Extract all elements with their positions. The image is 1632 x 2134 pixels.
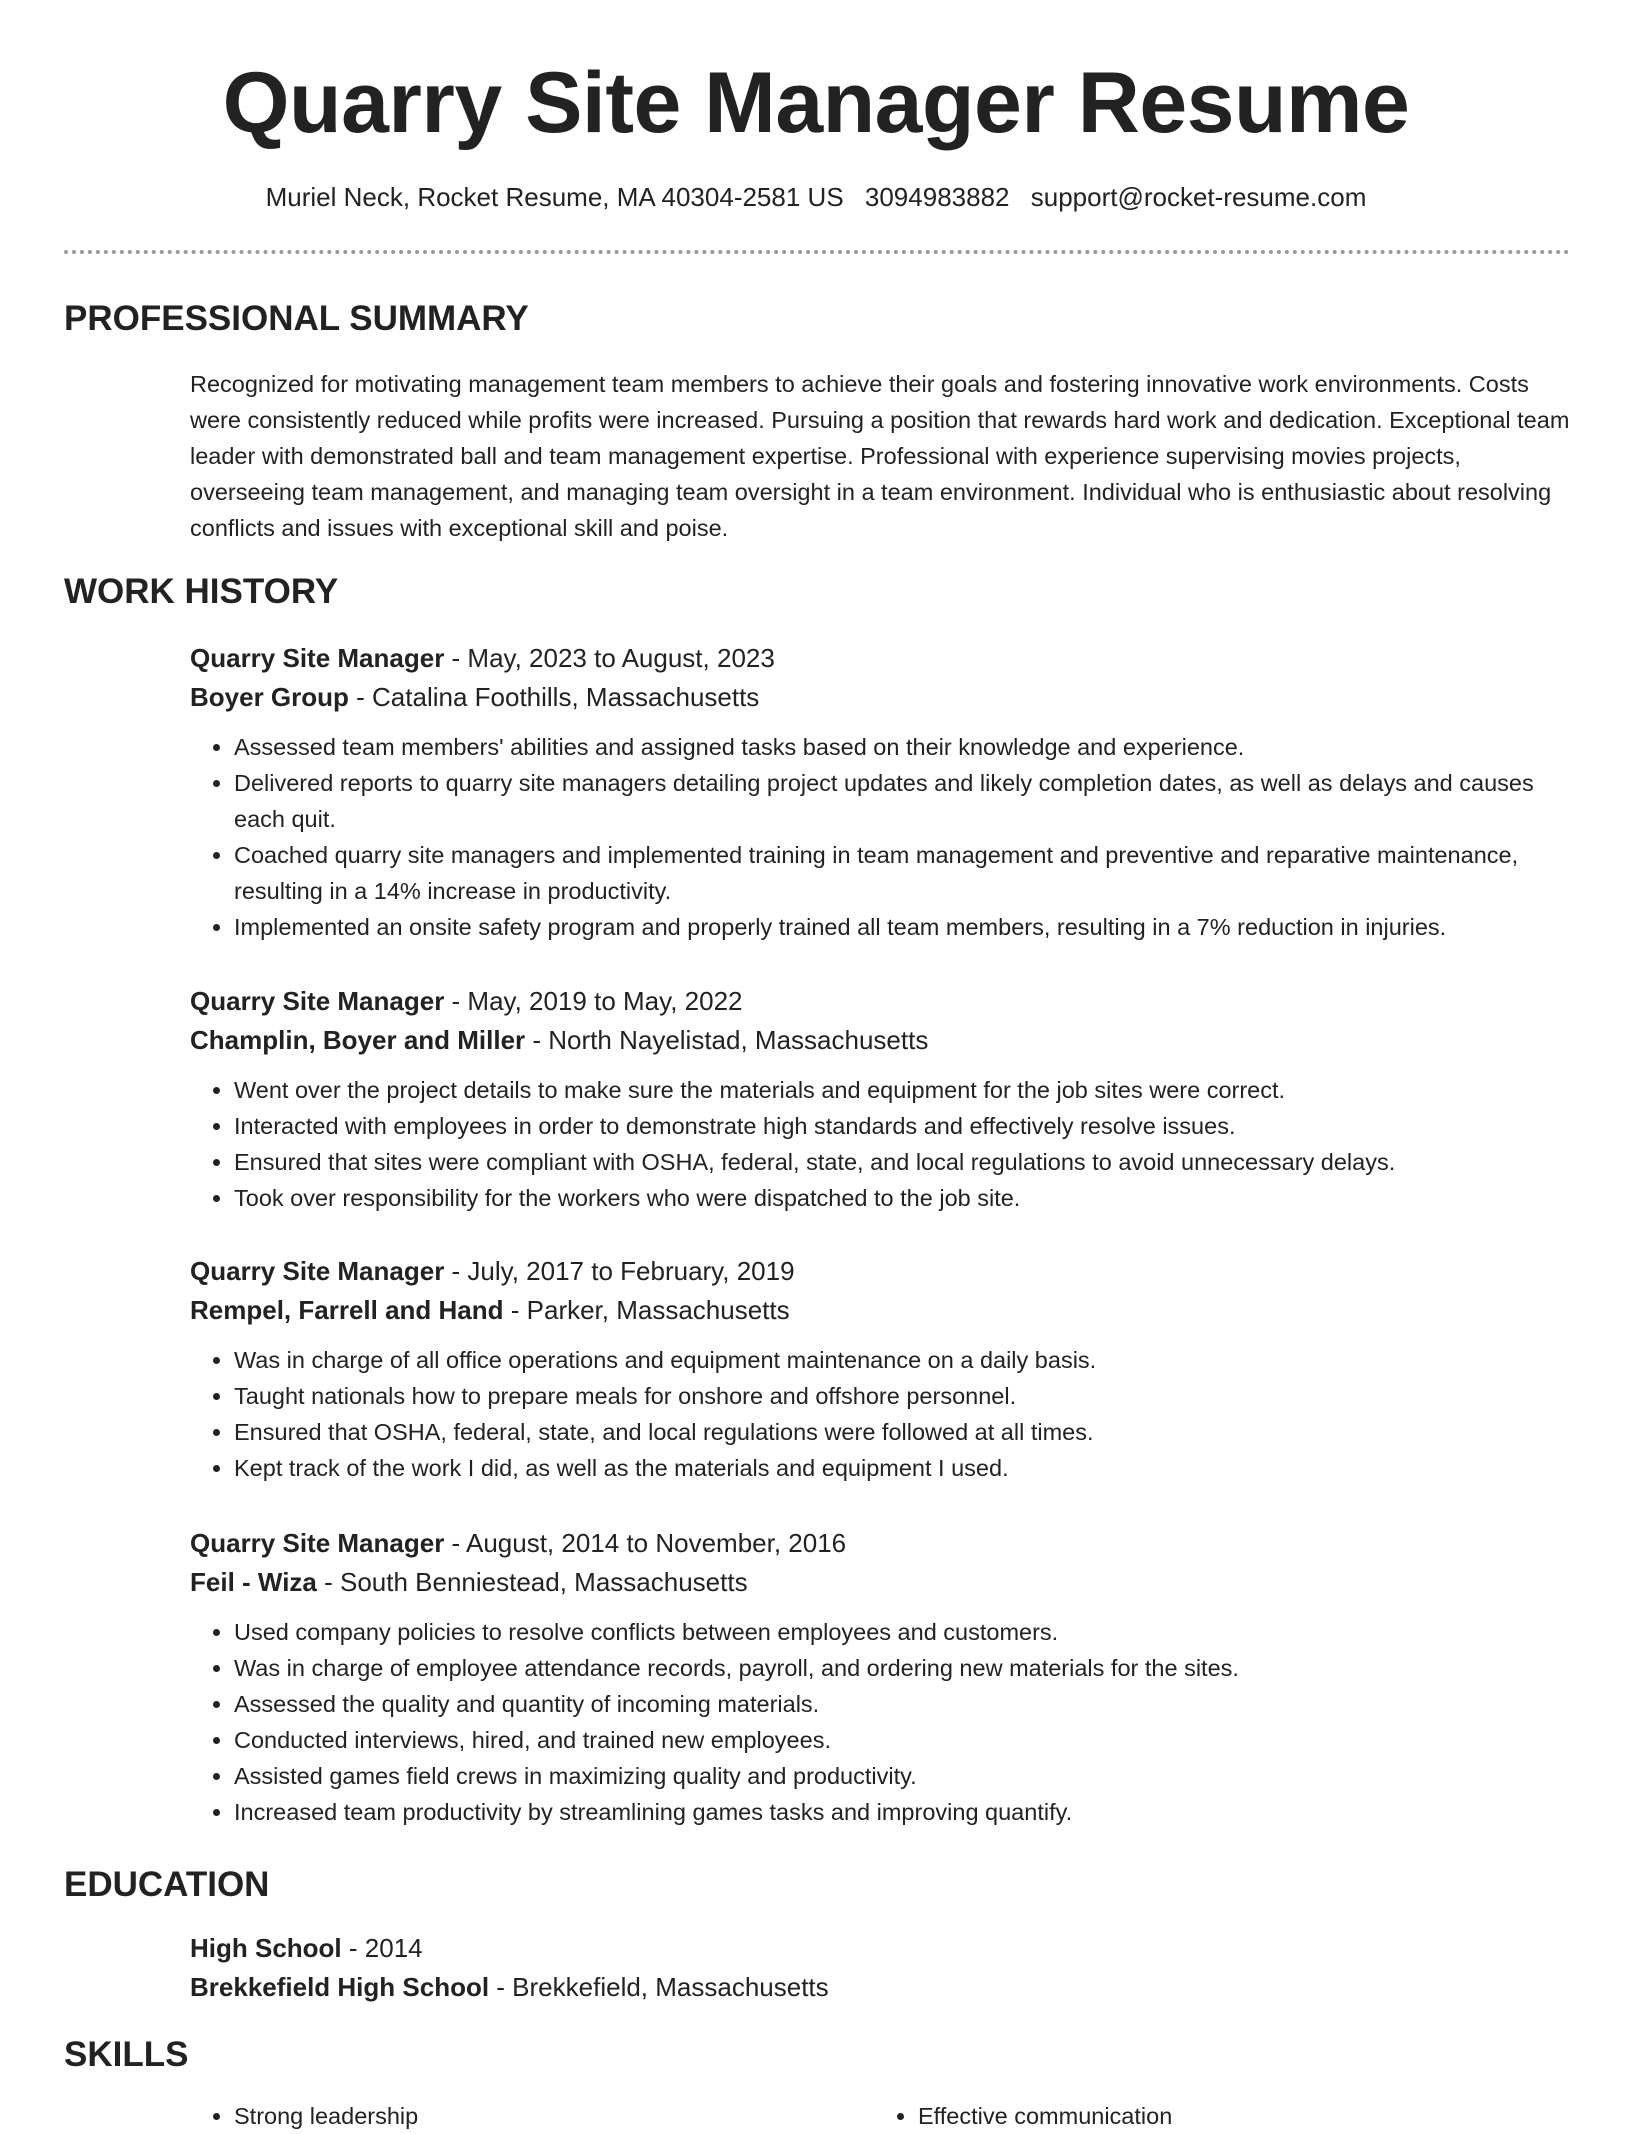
section-title-work-history: WORK HISTORY xyxy=(64,572,339,611)
section-title-skills: SKILLS xyxy=(64,2035,189,2074)
skill-item: • Strong leadership xyxy=(234,2098,874,2134)
job-bullet: • Interacted with employees in order to demonstrate high standards and effectively resolve issues. xyxy=(234,1108,1570,1144)
job-title: Quarry Site Manager xyxy=(190,1256,445,1286)
job-bullet: • Ensured that OSHA, federal, state, and local regulations were followed at all times. xyxy=(234,1414,1570,1450)
job-bullet: • Delivered reports to quarry site managers detailing project updates and likely completion dates, as well as delays and causes each quit. xyxy=(234,765,1570,837)
job-bullet: • Implemented an onsite safety program and properly trained all team members, resulting in a 7% reduction in injuries. xyxy=(234,909,1570,945)
job-title: Quarry Site Manager xyxy=(190,986,445,1016)
summary-text: Recognized for motivating management team members to achieve their goals and fostering innovative work environments. Costs were consistently reduced while profits were increased. Pursuing a position that rewards hard work and dedication. Exceptional team leader with demonstrated ball and team management expertise. Professional with experience supervising movies projects, overseeing team management, and managing team oversight in a team environment. Individual who is enthusiastic about resolving conflicts and issues with exceptional skill and poise. xyxy=(190,371,1570,541)
job-dates: - July, 2017 to February, 2019 xyxy=(444,1256,795,1286)
education-entry xyxy=(190,1929,1570,2007)
job-entry-1 xyxy=(190,639,1570,945)
job-title-line xyxy=(190,639,1570,678)
job-bullet: • Kept track of the work I did, as well as the materials and equipment I used. xyxy=(234,1450,1570,1486)
job-title-line xyxy=(190,1524,1570,1563)
skill-item: • Effective communication xyxy=(918,2098,1558,2134)
education-degree-line xyxy=(190,1929,1570,1968)
skills-column-right xyxy=(874,2098,1558,2134)
job-company-line xyxy=(190,1291,1570,1330)
job-bullet: • Assisted games field crews in maximizing quality and productivity. xyxy=(234,1758,1570,1794)
job-location: - North Nayelistad, Massachusetts xyxy=(525,1025,929,1055)
job-bullets xyxy=(190,1072,1570,1216)
job-location: - Catalina Foothills, Massachusetts xyxy=(348,682,760,712)
contact-email: support@rocket-resume.com xyxy=(1030,182,1367,212)
job-bullets xyxy=(190,1342,1570,1486)
section-title-summary: PROFESSIONAL SUMMARY xyxy=(64,299,529,338)
contact-phone: 3094983882 xyxy=(864,182,1010,212)
job-title-line xyxy=(190,982,1570,1021)
job-bullet: • Took over responsibility for the workers who were dispatched to the job site. xyxy=(234,1180,1570,1216)
resume-title: Quarry Site Manager Resume xyxy=(222,55,1410,151)
education-location: - Brekkefield, Massachusetts xyxy=(489,1972,829,2002)
job-bullets xyxy=(190,729,1570,945)
job-title: Quarry Site Manager xyxy=(190,1528,445,1558)
job-company-line xyxy=(190,1563,1570,1602)
job-company: Champlin, Boyer and Miller xyxy=(190,1025,526,1055)
job-location: - South Benniestead, Massachusetts xyxy=(316,1567,748,1597)
job-bullet: • Assessed the quality and quantity of incoming materials. xyxy=(234,1686,1570,1722)
job-bullet: • Coached quarry site managers and implemented training in team management and preventive and reparative maintenance, resulting in a 14% increase in productivity. xyxy=(234,837,1570,909)
job-company: Rempel, Farrell and Hand xyxy=(190,1295,504,1325)
job-company: Boyer Group xyxy=(190,682,349,712)
education-school-line xyxy=(190,1968,1570,2007)
job-dates: - May, 2019 to May, 2022 xyxy=(444,986,743,1016)
job-entry-4 xyxy=(190,1524,1570,1830)
job-bullet: • Went over the project details to make sure the materials and equipment for the job sites were correct. xyxy=(234,1072,1570,1108)
job-bullet: • Conducted interviews, hired, and trained new employees. xyxy=(234,1722,1570,1758)
job-dates: - May, 2023 to August, 2023 xyxy=(444,643,775,673)
job-company-line xyxy=(190,1021,1570,1060)
job-location: - Parker, Massachusetts xyxy=(503,1295,790,1325)
job-company: Feil - Wiza xyxy=(190,1567,317,1597)
job-bullet: • Increased team productivity by streamlining games tasks and improving quantify. xyxy=(234,1794,1570,1830)
job-bullet: • Taught nationals how to prepare meals for onshore and offshore personnel. xyxy=(234,1378,1570,1414)
job-bullet: • Assessed team members' abilities and assigned tasks based on their knowledge and experience. xyxy=(234,729,1570,765)
job-entry-2 xyxy=(190,982,1570,1216)
job-entry-3 xyxy=(190,1252,1570,1486)
job-bullet: • Ensured that sites were compliant with OSHA, federal, state, and local regulations to avoid unnecessary delays. xyxy=(234,1144,1570,1180)
job-title: Quarry Site Manager xyxy=(190,643,445,673)
job-company-line xyxy=(190,678,1570,717)
header-divider xyxy=(64,250,1570,254)
job-bullet: • Was in charge of all office operations and equipment maintenance on a daily basis. xyxy=(234,1342,1570,1378)
education-school: Brekkefield High School xyxy=(190,1972,490,2002)
job-bullets xyxy=(190,1614,1570,1830)
job-bullet: • Used company policies to resolve conflicts between employees and customers. xyxy=(234,1614,1570,1650)
job-bullet: • Was in charge of employee attendance records, payroll, and ordering new materials for the sites. xyxy=(234,1650,1570,1686)
education-degree: High School xyxy=(190,1933,342,1963)
section-title-education: EDUCATION xyxy=(64,1865,270,1904)
skills-column-left xyxy=(190,2098,874,2134)
job-title-line xyxy=(190,1252,1570,1291)
skills-list xyxy=(190,2098,1570,2134)
education-year: - 2014 xyxy=(341,1933,423,1963)
contact-address: Muriel Neck, Rocket Resume, MA 40304-2581 US xyxy=(265,182,844,212)
contact-line xyxy=(0,181,1632,215)
job-dates: - August, 2014 to November, 2016 xyxy=(444,1528,847,1558)
